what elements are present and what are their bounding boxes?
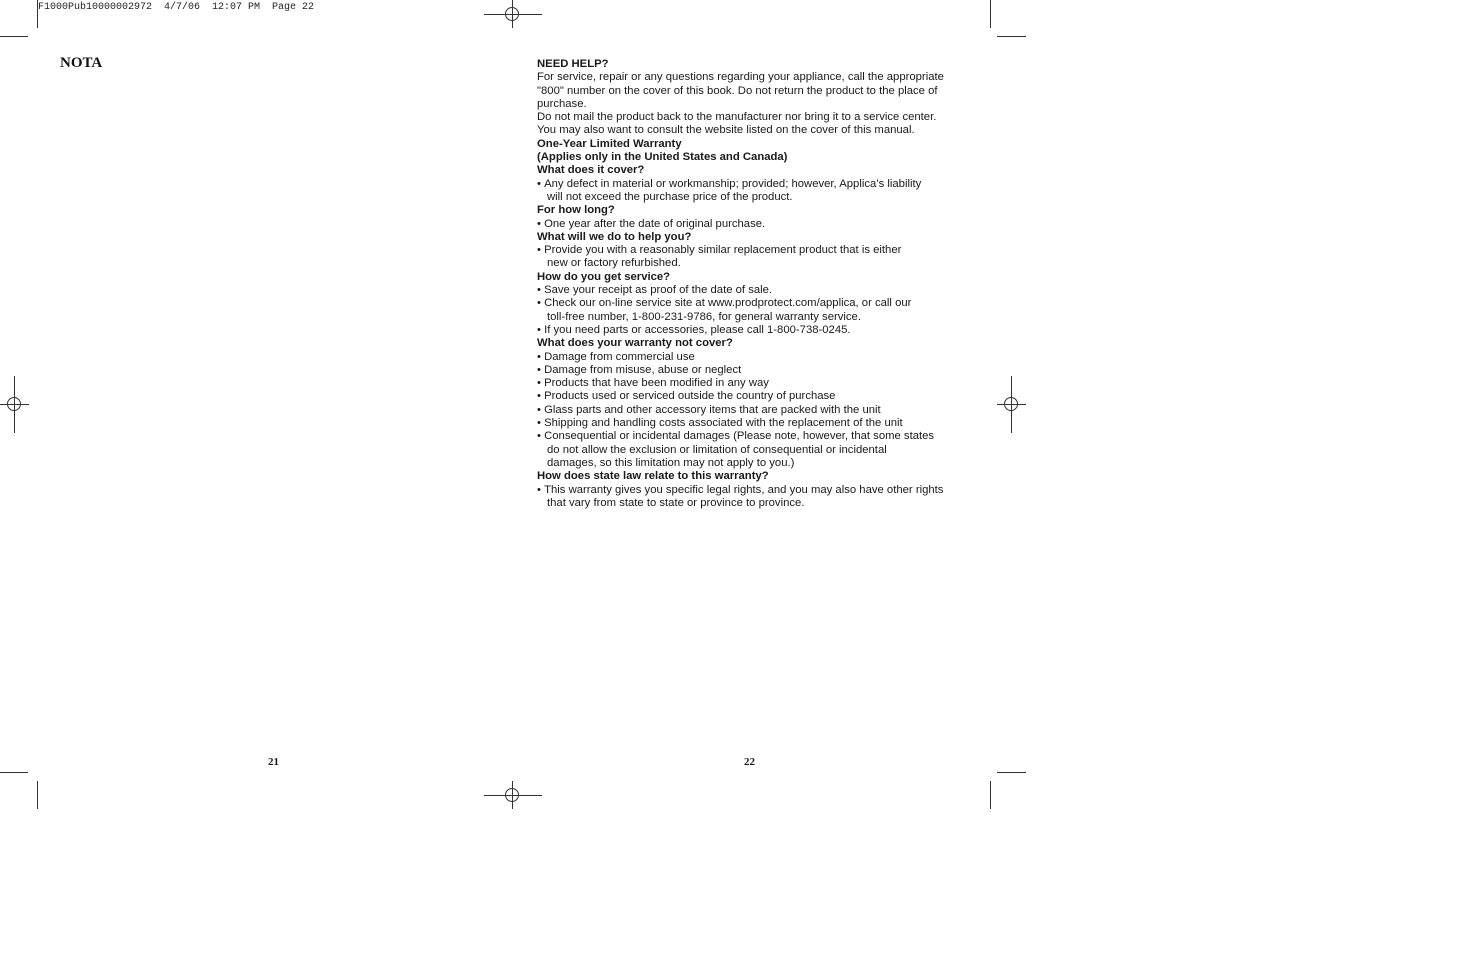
crop-mark-bl-h: [0, 772, 28, 773]
list-item: • Products that have been modified in any way: [537, 377, 977, 390]
warranty-subtitle: (Applies only in the United States and Canada): [537, 151, 788, 164]
need-help-line: purchase.: [537, 97, 587, 110]
warranty-title: One-Year Limited Warranty: [537, 137, 682, 150]
reg-left-circle: [7, 397, 21, 411]
need-help-line: You may also want to consult the website listed on the cover of this manual.: [537, 124, 915, 137]
list-item: • Check our on-line service site at www.prodprotect.com/applica, or call our toll-free number, 1-800-231-9786, for general warranty service.: [537, 297, 977, 324]
list-item: • Consequential or incidental damages (Please note, however, that some states do not allow the exclusion or limitation of consequential or incidental damages, so this limitation may not apply to you.): [537, 430, 977, 470]
need-help-heading: NEED HELP?: [537, 58, 609, 70]
list-item: • Products used or serviced outside the country of purchase: [537, 390, 977, 403]
reg-top-circle: [505, 7, 519, 21]
crop-mark-tl-v: [37, 0, 38, 28]
cover-heading: What does it cover?: [537, 164, 645, 177]
list-item: • Damage from misuse, abuse or neglect: [537, 364, 977, 377]
crop-mark-br-h: [997, 772, 1026, 773]
crop-mark-br-v: [990, 781, 991, 809]
list-item: • One year after the date of original purchase.: [537, 218, 977, 231]
crop-mark-tr-v: [990, 0, 991, 28]
need-help-line: Do not mail the product back to the manufacturer nor bring it to a service center.: [537, 111, 937, 124]
list-item: • Save your receipt as proof of the date of sale.: [537, 284, 977, 297]
crop-mark-tl-h: [0, 36, 28, 37]
help-heading: What will we do to help you?: [537, 230, 692, 243]
not-cover-heading: What does your warranty not cover?: [537, 337, 733, 350]
crop-mark-tr-h: [997, 36, 1026, 37]
list-item: • This warranty gives you specific legal rights, and you may also have other rights that vary from state to state or province to province.: [537, 484, 977, 511]
reg-right-circle: [1004, 397, 1018, 411]
reg-bottom-circle: [505, 788, 519, 802]
page-number-right: 22: [744, 756, 755, 768]
page-heading-nota: NOTA: [60, 55, 103, 71]
list-item: • Glass parts and other accessory items that are packed with the unit: [537, 404, 977, 417]
crop-mark-bl-v: [37, 781, 38, 809]
need-help-line: For service, repair or any questions regarding your appliance, call the appropriate: [537, 71, 944, 84]
warranty-column: [537, 58, 977, 510]
printer-slug: F1000Pub10000002972 4/7/06 12:07 PM Page 22: [38, 2, 315, 13]
list-item: • Provide you with a reasonably similar replacement product that is either new or factory refurbished.: [537, 244, 977, 271]
list-item: • Damage from commercial use: [537, 351, 977, 364]
need-help-line: "800" number on the cover of this book. Do not return the product to the place of: [537, 84, 938, 97]
service-heading: How do you get service?: [537, 270, 671, 283]
how-long-heading: For how long?: [537, 204, 615, 217]
list-item: • Any defect in material or workmanship; provided; however, Applica’s liability will not exceed the purchase price of the product.: [537, 178, 977, 205]
page-number-left: 21: [268, 756, 279, 768]
state-law-heading: How does state law relate to this warranty?: [537, 470, 769, 483]
list-item: • If you need parts or accessories, please call 1-800-738-0245.: [537, 324, 977, 337]
list-item: • Shipping and handling costs associated with the replacement of the unit: [537, 417, 977, 430]
